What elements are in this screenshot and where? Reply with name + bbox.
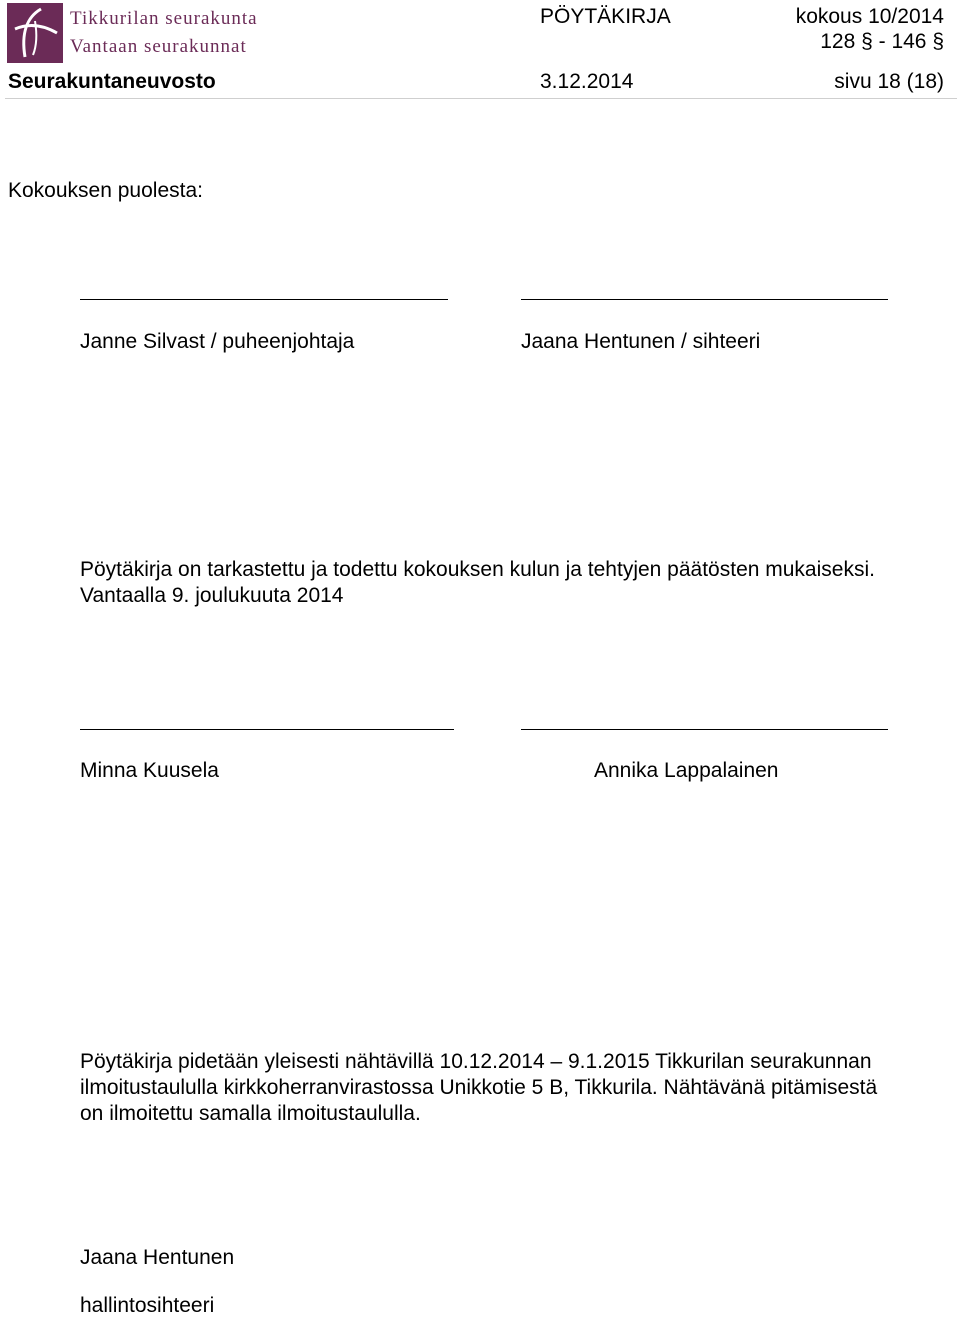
meeting-number: kokous 10/2014 [795, 5, 944, 28]
section-range: 128 § - 146 § [820, 30, 944, 53]
logo-text-line1: Tikkurilan seurakunta [70, 8, 258, 29]
inspector-1-name: Minna Kuusela [80, 759, 219, 782]
page-number: sivu 18 (18) [834, 70, 944, 93]
logo-text-line2: Vantaan seurakunnat [70, 36, 247, 57]
inspection-place-date: Vantaalla 9. joulukuuta 2014 [80, 584, 344, 607]
notice-line-3: on ilmoitettu samalla ilmoitustaululla. [80, 1102, 421, 1125]
chair-name: Janne Silvast / puheenjohtaja [80, 330, 355, 353]
notice-line-2: ilmoitustaululla kirkkoherranvirastossa Unikkotie 5 B, Tikkurila. Nähtävänä pitämisestä [80, 1076, 878, 1099]
inspector-2-name: Annika Lappalainen [594, 759, 779, 782]
signature-line-inspector-2 [521, 729, 888, 730]
signature-line-secretary [521, 299, 888, 300]
council-name: Seurakuntaneuvosto [8, 70, 216, 93]
signature-line-inspector-1 [80, 729, 454, 730]
certifier-name: Jaana Hentunen [80, 1246, 235, 1269]
parish-logo-icon [7, 3, 63, 63]
certifier-title: hallintosihteeri [80, 1294, 215, 1317]
document-type: PÖYTÄKIRJA [540, 5, 671, 28]
on-behalf-label: Kokouksen puolesta: [8, 179, 203, 202]
inspection-statement: Pöytäkirja on tarkastettu ja todettu kokouksen kulun ja tehtyjen päätösten mukaiseksi. [80, 558, 875, 581]
signature-line-chair [80, 299, 448, 300]
header-divider [5, 98, 957, 99]
notice-line-1: Pöytäkirja pidetään yleisesti nähtävillä 10.12.2014 – 9.1.2015 Tikkurilan seurakunnan [80, 1050, 872, 1073]
meeting-date: 3.12.2014 [540, 70, 634, 93]
secretary-name: Jaana Hentunen / sihteeri [521, 330, 761, 353]
